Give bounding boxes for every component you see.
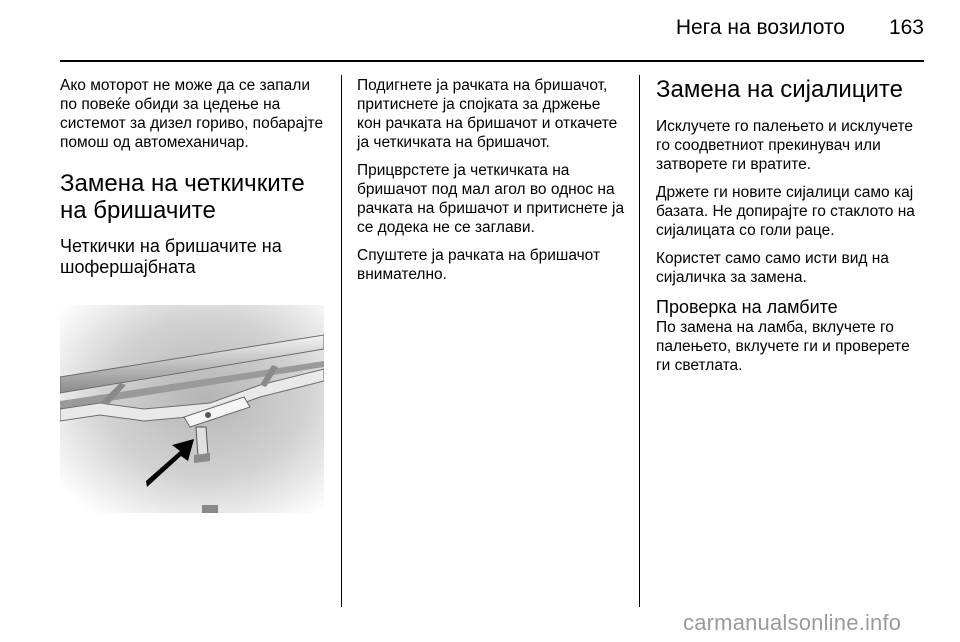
column-divider-right	[639, 75, 640, 607]
lamp-check-paragraph: По замена на ламба, вклучете го палењето, вклучете ги и проверете ги светлата.	[656, 319, 910, 374]
page-number: 163	[888, 16, 924, 39]
bulb-replacement-heading: Замена на сијалиците	[656, 76, 903, 103]
engine-start-paragraph: Ако моторот не може да се запали по повеќе обиди за цедење на системот за дизел гориво, побарајте помош од автомеханичар.	[60, 77, 324, 151]
watermark: carmanualsonline.info	[683, 610, 902, 635]
wiper-blade-heading: Замена на четкичките на бришачите	[60, 170, 305, 224]
column-right	[656, 76, 926, 384]
lamp-check-subheading: Проверка на ламбите	[656, 297, 838, 317]
hold-bulb-paragraph: Држете ги новите сијалици само кај базата. Не допирајте го стаклото на сијалицата со голи раце.	[656, 184, 915, 239]
page-header-title: Нега на возилото	[675, 16, 845, 39]
windscreen-wiper-subheading: Четкички на бришачите на шофершајбната	[60, 236, 282, 277]
remove-blade-paragraph: Подигнете ја рачката на бришачот, притиснете ја спојката за држење кон рачката на бришачот и откачете ја четкичката на бришачот.	[357, 77, 618, 151]
column-middle	[357, 76, 627, 293]
attach-blade-paragraph: Прицврстете ја четкичката на бришачот под мал агол во однос на рачката на бришачот и притиснете ја се додека не се заглави.	[357, 162, 625, 236]
column-divider-left	[341, 75, 342, 607]
same-type-paragraph: Користет само само исти вид на сијаличка за замена.	[656, 250, 889, 286]
column-left	[60, 76, 330, 278]
header-rule	[60, 60, 924, 62]
lower-arm-paragraph: Спуштете ја рачката на бришачот внимателно.	[357, 247, 601, 283]
switch-off-paragraph: Исклучете го палењето и исклучете го соодветниот прекинувач или затворете ги вратите.	[656, 118, 913, 173]
wiper-blade-illustration	[60, 305, 324, 513]
